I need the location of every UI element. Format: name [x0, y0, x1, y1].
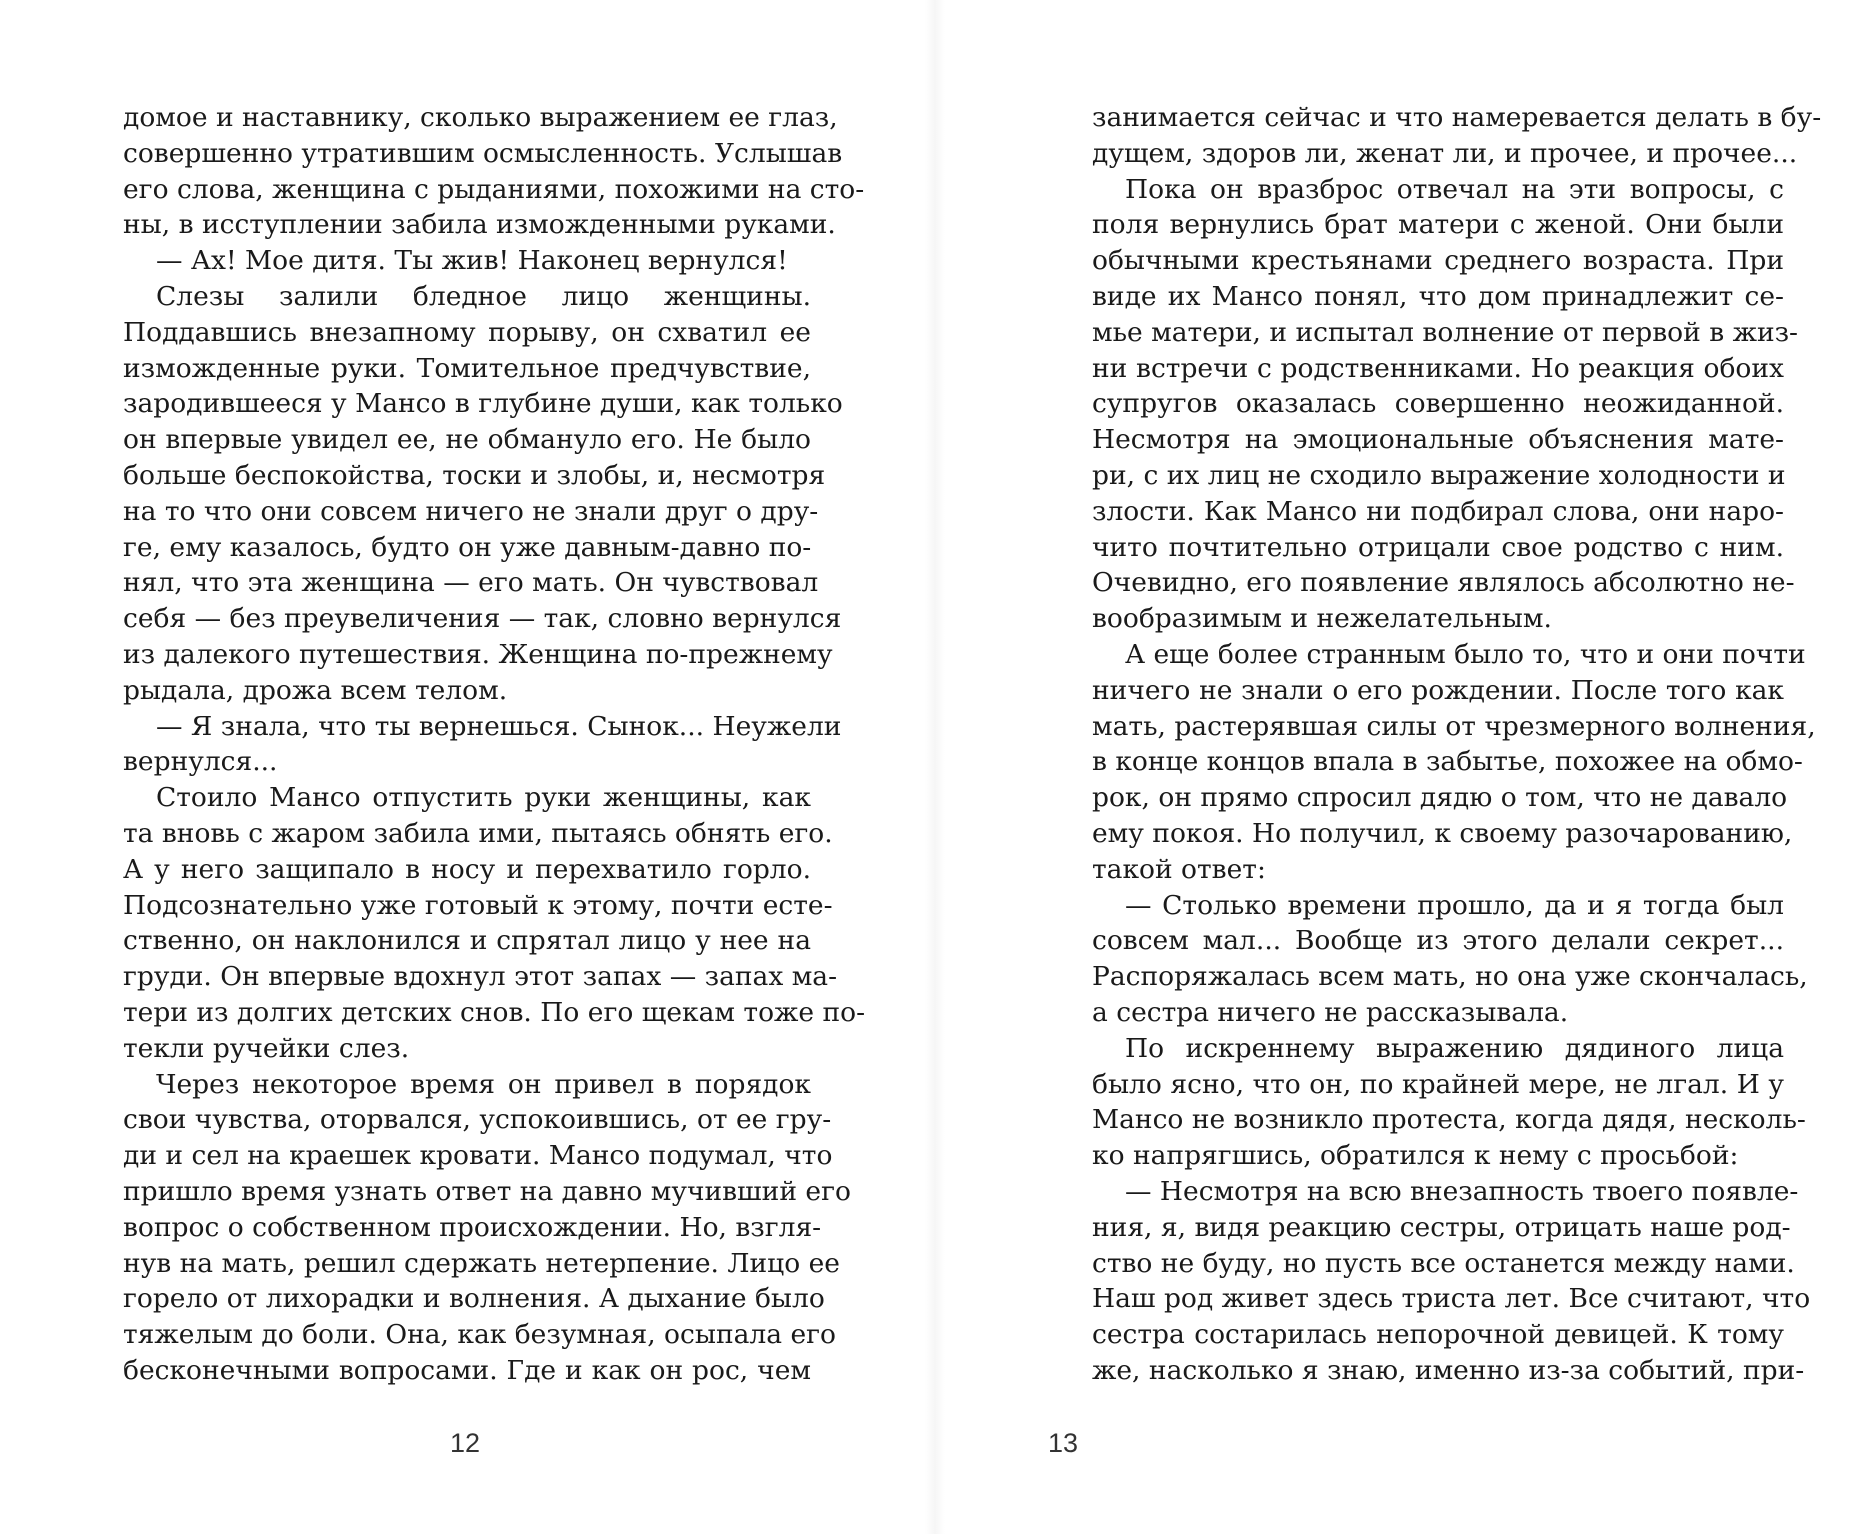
- text-line: По искреннему выражению дядиного лица: [1125, 1032, 1784, 1064]
- right-page-text: [1092, 100, 1822, 1389]
- text-line: горело от лихорадки и волнения. А дыхание было: [123, 1283, 825, 1315]
- text-line: больше беспокойства, тоски и злобы, и, несмотря: [123, 459, 826, 491]
- text-line: — Я знала, что ты вернешься. Сынок... Неужели: [156, 710, 842, 742]
- text-line: — Ах! Мое дитя. Ты жив! Наконец вернулся!: [156, 245, 788, 277]
- text-line: зародившееся у Мансо в глубине души, как только: [123, 388, 843, 420]
- text-line: бесконечными вопросами. Где и как он рос, чем: [123, 1354, 811, 1386]
- text-line: ему покоя. Но получил, к своему разочарованию,: [1092, 817, 1793, 849]
- text-line: вернулся...: [123, 746, 278, 778]
- text-line: занимается сейчас и что намеревается делать в бу-: [1092, 102, 1822, 133]
- text-line: ге, ему казалось, будто он уже давным-давно по-: [123, 531, 812, 563]
- right-page-number: 13: [1047, 1428, 1079, 1458]
- text-line: тери из долгих детских снов. По его щекам тоже по-: [123, 996, 866, 1028]
- text-line: свои чувства, оторвался, успокоившись, от ее гру-: [123, 1104, 832, 1136]
- text-line: дущем, здоров ли, женат ли, и прочее, и прочее...: [1092, 137, 1798, 169]
- text-line: Слезы залили бледное лицо женщины.: [156, 280, 811, 312]
- text-line: Очевидно, его появление являлось абсолютно не-: [1092, 567, 1795, 599]
- text-line: совершенно утратившим осмысленность. Услышав: [123, 137, 843, 169]
- text-line: домое и наставнику, сколько выражением ее глаз,: [123, 102, 838, 133]
- text-line: ри, с их лиц не сходило выражение холодности и: [1092, 459, 1786, 491]
- text-line: ство не буду, но пусть все останется между нами.: [1092, 1247, 1795, 1279]
- text-line: ны, в исступлении забила изможденными руками.: [123, 209, 836, 241]
- text-line: из далекого путешествия. Женщина по-прежнему: [123, 638, 833, 670]
- text-line: поля вернулись брат матери с женой. Они были: [1092, 209, 1784, 241]
- text-line: ни встречи с родственниками. Но реакция обоих: [1092, 352, 1784, 384]
- text-line: а сестра ничего не рассказывала.: [1092, 996, 1569, 1028]
- text-line: сестра состарилась непорочной девицей. К тому: [1092, 1319, 1784, 1351]
- text-line: изможденные руки. Томительное предчувствие,: [123, 352, 811, 384]
- text-line: пришло время узнать ответ на давно мучивший его: [123, 1175, 851, 1207]
- text-line: Поддавшись внезапному порыву, он схватил ее: [123, 316, 811, 348]
- text-line: его слова, женщина с рыданиями, похожими на сто-: [123, 173, 865, 205]
- text-line: рок, он прямо спросил дядю о том, что не давало: [1092, 782, 1788, 814]
- text-line: рыдала, дрожа всем телом.: [123, 674, 508, 706]
- text-line: супругов оказалась совершенно неожиданной.: [1092, 388, 1784, 420]
- text-line: Наш род живет здесь триста лет. Все считают, что: [1092, 1283, 1811, 1315]
- text-line: виде их Мансо понял, что дом принадлежит се-: [1092, 280, 1784, 312]
- text-line: злости. Как Мансо ни подбирал слова, они наро-: [1092, 495, 1784, 527]
- right-page: [935, 0, 1870, 1534]
- text-line: ния, я, видя реакцию сестры, отрицать наше род-: [1092, 1211, 1791, 1243]
- text-line: обычными крестьянами среднего возраста. При: [1092, 245, 1784, 277]
- text-line: Подсознательно уже готовый к этому, почти есте-: [123, 889, 833, 921]
- text-line: тяжелым до боли. Она, как безумная, осыпала его: [123, 1319, 836, 1351]
- left-page-number: 12: [449, 1428, 481, 1458]
- text-line: — Столько времени прошло, да и я тогда был: [1125, 889, 1784, 921]
- text-line: ди и сел на краешек кровати. Мансо подумал, что: [123, 1140, 833, 1172]
- text-line: А еще более странным было то, что и они почти: [1125, 638, 1806, 670]
- text-line: Через некоторое время он привел в порядок: [156, 1068, 811, 1100]
- text-line: же, насколько я знаю, именно из-за событий, при-: [1092, 1354, 1805, 1386]
- book-spine-fold: [925, 0, 945, 1534]
- text-line: ничего не знали о его рождении. После того как: [1092, 674, 1784, 706]
- text-line: текли ручейки слез.: [123, 1032, 410, 1064]
- text-line: груди. Он впервые вдохнул этот запах — запах ма-: [123, 961, 838, 993]
- text-line: совсем мал... Вообще из этого делали секрет...: [1092, 925, 1784, 957]
- text-line: Пока он вразброс отвечал на эти вопросы, с: [1125, 173, 1784, 205]
- text-line: на то что они совсем ничего не знали друг о дру-: [123, 495, 819, 527]
- text-line: он впервые увидел ее, не обмануло его. Не было: [123, 424, 811, 456]
- text-line: Мансо не возникло протеста, когда дядя, несколь-: [1092, 1104, 1806, 1136]
- text-line: Несмотря на эмоциональные объяснения мате-: [1092, 424, 1784, 456]
- text-line: А у него защипало в носу и перехватило горло.: [123, 853, 811, 885]
- text-line: себя — без преувеличения — так, словно вернулся: [123, 603, 842, 635]
- text-line: мье матери, и испытал волнение от первой в жиз-: [1092, 316, 1799, 348]
- left-page-text: [123, 100, 866, 1389]
- text-line: ственно, он наклонился и спрятал лицо у нее на: [123, 925, 811, 957]
- text-line: вопрос о собственном происхождении. Но, взгля-: [123, 1211, 822, 1243]
- text-line: нял, что эта женщина — его мать. Он чувствовал: [123, 567, 819, 599]
- text-line: чито почтительно отрицали свое родство с ним.: [1092, 531, 1784, 563]
- text-line: ко напрягшись, обратился к нему с просьбой:: [1092, 1140, 1739, 1172]
- text-line: такой ответ:: [1092, 853, 1266, 885]
- text-line: нув на мать, решил сдержать нетерпение. Лицо ее: [123, 1247, 840, 1279]
- text-line: Распоряжалась всем мать, но она уже скончалась,: [1092, 961, 1808, 993]
- text-line: было ясно, что он, по крайней мере, не лгал. И у: [1092, 1068, 1784, 1100]
- text-line: Стоило Мансо отпустить руки женщины, как: [156, 782, 811, 814]
- text-line: та вновь с жаром забила ими, пытаясь обнять его.: [123, 817, 833, 849]
- text-line: — Несмотря на всю внезапность твоего появле-: [1125, 1175, 1799, 1207]
- text-line: вообразимым и нежелательным.: [1092, 603, 1552, 635]
- text-line: в конце концов впала в забытье, похожее на обмо-: [1092, 746, 1803, 778]
- text-line: мать, растерявшая силы от чрезмерного волнения,: [1092, 710, 1816, 742]
